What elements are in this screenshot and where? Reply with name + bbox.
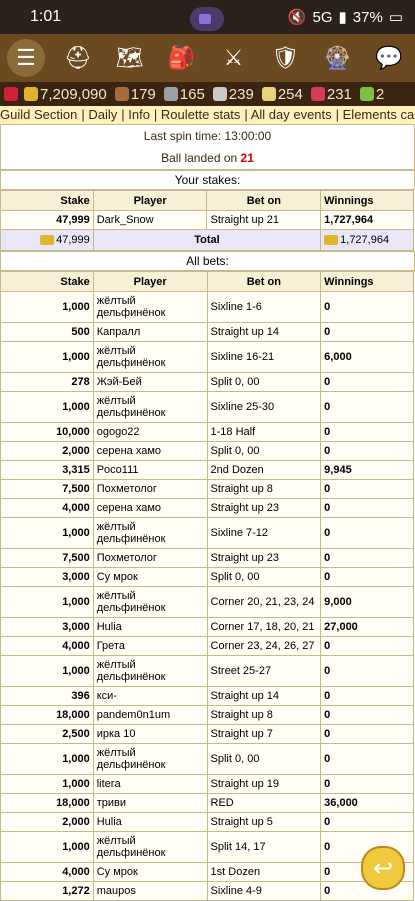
player-cell[interactable]: Poco111 (93, 461, 207, 480)
table-row (1, 618, 414, 637)
bet-cell: Sixline 25-30 (207, 392, 321, 423)
stake-cell: 278 (1, 373, 94, 392)
bet-cell: Straight up 7 (207, 725, 321, 744)
player-cell[interactable]: ogogo22 (93, 423, 207, 442)
winnings-cell: 0 (321, 480, 414, 499)
nav-roulette-stats[interactable]: Roulette stats (160, 107, 241, 122)
total-label: Total (93, 230, 320, 251)
col-stake: Stake (1, 272, 94, 292)
table-row (1, 392, 414, 423)
winnings-cell: 9,000 (321, 587, 414, 618)
stake-cell: 7,500 (1, 549, 94, 568)
table-row (1, 687, 414, 706)
player-cell[interactable]: серена хамо (93, 442, 207, 461)
player-cell[interactable]: litera (93, 775, 207, 794)
stake-cell: 3,000 (1, 618, 94, 637)
stake-cell: 1,000 (1, 292, 94, 323)
heart-icon (4, 87, 18, 101)
bet-cell: Straight up 14 (207, 687, 321, 706)
table-row (1, 480, 414, 499)
stake-cell: 396 (1, 687, 94, 706)
bet-cell: Straight up 5 (207, 813, 321, 832)
nav-links: Guild Section | Daily | Info | Roulette stats | All day events | Elements ca (0, 107, 415, 122)
gold-icon (24, 87, 38, 101)
roulette-icon[interactable]: 🎡 (323, 45, 351, 70)
winnings-cell: 0 (321, 706, 414, 725)
total-stake-value: 47,999 (56, 234, 90, 246)
nav-elements[interactable]: Elements ca (342, 107, 415, 122)
table-row (1, 499, 414, 518)
shield-icon[interactable]: 🛡 (271, 45, 300, 70)
stake-cell: 4,000 (1, 863, 94, 882)
col-player: Player (93, 272, 207, 292)
player-cell[interactable]: Су мрок (93, 863, 207, 882)
col-stake: Stake (1, 191, 94, 211)
table-row (1, 794, 414, 813)
bet-cell: Straight up 8 (207, 706, 321, 725)
bet-cell: 1-18 Half (207, 423, 321, 442)
stake-cell: 1,000 (1, 587, 94, 618)
stake-cell: 47,999 (1, 211, 94, 230)
winnings-cell: 0 (321, 549, 414, 568)
table-row (1, 373, 414, 392)
table-row (1, 461, 414, 480)
winnings-cell: 0 (321, 637, 414, 656)
bet-cell: Sixline 16-21 (207, 342, 321, 373)
col-winnings: Winnings (321, 191, 414, 211)
table-row (1, 442, 414, 461)
bet-cell: Sixline 7-12 (207, 518, 321, 549)
winnings-cell: 0 (321, 442, 414, 461)
resource-gold: 7,209,090 (40, 85, 107, 103)
bet-cell: Straight up 21 (207, 211, 321, 230)
player-cell[interactable]: Су мрок (93, 568, 207, 587)
winnings-cell: 0 (321, 373, 414, 392)
player-cell[interactable]: жёлтый дельфинёнок (93, 292, 207, 323)
player-cell[interactable]: жёлтый дельфинёнок (93, 587, 207, 618)
stake-cell: 2,000 (1, 813, 94, 832)
signal-icon: ▮ (338, 9, 347, 26)
resource-iron: 239 (228, 85, 254, 103)
stake-cell: 1,000 (1, 342, 94, 373)
winnings-cell: 0 (321, 832, 414, 863)
mute-icon: 🔇 (287, 9, 307, 26)
camera-icon (190, 7, 224, 31)
player-cell[interactable]: жёлтый дельфинёнок (93, 518, 207, 549)
stake-cell: 2,000 (1, 442, 94, 461)
nav-all-day-events[interactable]: All day events (250, 107, 332, 122)
stake-cell: 4,000 (1, 499, 94, 518)
winnings-cell: 0 (321, 392, 414, 423)
stake-cell: 7,500 (1, 480, 94, 499)
stake-cell: 10,000 (1, 423, 94, 442)
table-row (1, 549, 414, 568)
bet-cell: Straight up 23 (207, 549, 321, 568)
player-cell[interactable]: Hulia (93, 618, 207, 637)
resource-crystal: 231 (326, 85, 352, 103)
player-cell[interactable]: Dark_Snow (93, 211, 207, 230)
winnings-cell: 0 (321, 744, 414, 775)
total-stake (1, 230, 94, 251)
bet-cell: Split 0, 00 (207, 568, 321, 587)
resource-wood: 179 (130, 85, 156, 103)
player-cell[interactable]: Похметолог (93, 549, 207, 568)
winnings-cell: 0 (321, 518, 414, 549)
winnings-cell: 0 (321, 882, 414, 901)
total-row (1, 230, 414, 251)
bet-cell: Corner 17, 18, 20, 21 (207, 618, 321, 637)
battery-icon: ▭ (388, 9, 403, 26)
bet-cell: Corner 23, 24, 26, 27 (207, 637, 321, 656)
winnings-cell: 0 (321, 568, 414, 587)
stake-cell: 1,272 (1, 882, 94, 901)
table-row (1, 323, 414, 342)
table-row (1, 518, 414, 549)
table-row (1, 292, 414, 323)
winnings-cell: 0 (321, 323, 414, 342)
table-row (1, 813, 414, 832)
stake-cell: 3,000 (1, 568, 94, 587)
iron-icon (213, 87, 227, 101)
bet-cell: 2nd Dozen (207, 461, 321, 480)
sand-icon (262, 87, 276, 101)
player-cell[interactable]: кси- (93, 687, 207, 706)
bet-cell: Sixline 4-9 (207, 882, 321, 901)
chat-icon[interactable]: 💬 (375, 45, 403, 70)
your-stakes-table (0, 190, 414, 251)
resource-gems: 2 (375, 85, 385, 103)
bet-cell: Straight up 19 (207, 775, 321, 794)
bet-cell: Corner 20, 21, 23, 24 (207, 587, 321, 618)
table-row (1, 832, 414, 863)
stake-cell: 500 (1, 323, 94, 342)
player-cell[interactable]: Похметолог (93, 480, 207, 499)
stake-cell: 1,000 (1, 518, 94, 549)
table-row (1, 863, 414, 882)
network-label: 5G (312, 8, 333, 26)
player-cell[interactable]: жёлтый дельфинёнок (93, 392, 207, 423)
swords-icon[interactable]: ⚔ (223, 45, 244, 70)
bet-cell: Split 0, 00 (207, 442, 321, 461)
status-right (288, 8, 403, 26)
player-cell[interactable]: жёлтый дельфинёнок (93, 342, 207, 373)
winnings-cell: 0 (321, 499, 414, 518)
crystal-icon (311, 87, 325, 101)
nav-info[interactable]: Info (128, 107, 150, 122)
stake-cell: 1,000 (1, 832, 94, 863)
resource-sand: 254 (277, 85, 303, 103)
stone-icon (164, 87, 178, 101)
last-spin-time: Last spin time: 13:00:00 (143, 129, 272, 143)
gold-icon (40, 235, 54, 245)
bet-cell: RED (207, 794, 321, 813)
winnings-cell: 0 (321, 863, 414, 882)
player-cell[interactable]: Капралл (93, 323, 207, 342)
total-winnings-value: 1,727,964 (340, 234, 390, 246)
bet-cell: Straight up 23 (207, 499, 321, 518)
stake-cell: 1,000 (1, 656, 94, 687)
winnings-cell: 0 (321, 725, 414, 744)
winnings-cell: 0 (321, 687, 414, 706)
stake-cell: 1,000 (1, 744, 94, 775)
winnings-cell: 0 (321, 775, 414, 794)
table-row (1, 637, 414, 656)
winnings-cell: 6,000 (321, 342, 414, 373)
ball-landed (1, 151, 414, 165)
ball-landed-label: Ball landed on (161, 151, 241, 165)
all-bets-title: All bets: (0, 251, 415, 271)
status-bar (0, 0, 415, 34)
your-stakes-title: Your stakes: (0, 170, 415, 190)
table-row (1, 342, 414, 373)
table-row (1, 656, 414, 687)
helmet-icon[interactable]: ⛑ (63, 45, 92, 70)
gold-icon (324, 235, 338, 245)
player-cell[interactable]: жёлтый дельфинёнок (93, 832, 207, 863)
player-cell[interactable]: жёлтый дельфинёнок (93, 656, 207, 687)
bet-cell: Sixline 1-6 (207, 292, 321, 323)
winnings-cell: 0 (321, 813, 414, 832)
winnings-cell: 0 (321, 292, 414, 323)
player-cell[interactable]: Hulia (93, 813, 207, 832)
player-cell[interactable]: серена хамо (93, 499, 207, 518)
table-row (1, 744, 414, 775)
table-row (1, 725, 414, 744)
bet-cell: 1st Dozen (207, 863, 321, 882)
winnings-cell: 1,727,964 (321, 211, 414, 230)
ball-number: 21 (240, 151, 254, 165)
all-bets-table (0, 271, 414, 901)
col-player: Player (93, 191, 207, 211)
player-cell[interactable]: Жэй-Бей (93, 373, 207, 392)
stake-cell: 4,000 (1, 637, 94, 656)
winnings-cell: 36,000 (321, 794, 414, 813)
table-row (1, 882, 414, 901)
stake-cell: 2,500 (1, 725, 94, 744)
bet-cell: Straight up 14 (207, 323, 321, 342)
bet-cell: Split 0, 00 (207, 373, 321, 392)
winnings-cell: 27,000 (321, 618, 414, 637)
map-icon[interactable]: 🗺 (115, 45, 144, 70)
spin-info (0, 124, 415, 170)
nav-daily[interactable]: Daily (88, 107, 118, 122)
bet-cell: Split 0, 00 (207, 744, 321, 775)
stake-cell: 1,000 (1, 392, 94, 423)
battery-label: 37% (352, 8, 383, 26)
player-cell[interactable]: pandem0n1um (93, 706, 207, 725)
player-cell[interactable]: жёлтый дельфинёнок (93, 744, 207, 775)
stake-cell: 1,000 (1, 775, 94, 794)
menu-icon[interactable]: ☰ (7, 39, 45, 77)
table-row (1, 211, 414, 230)
player-cell[interactable]: триви (93, 794, 207, 813)
player-cell[interactable]: maupos (93, 882, 207, 901)
winnings-cell: 0 (321, 423, 414, 442)
roulette-content (0, 124, 415, 901)
table-row (1, 568, 414, 587)
bet-cell: Straight up 8 (207, 480, 321, 499)
col-winnings: Winnings (321, 272, 414, 292)
player-cell[interactable]: ирка 10 (93, 725, 207, 744)
resource-bar (0, 82, 415, 106)
back-button[interactable]: ↩ (361, 846, 405, 890)
stake-cell: 3,315 (1, 461, 94, 480)
stake-cell: 18,000 (1, 706, 94, 725)
wood-icon (115, 87, 129, 101)
bag-icon[interactable]: 🎒 (167, 45, 196, 70)
nav-guild-section[interactable]: Guild Section (0, 107, 78, 122)
table-row (1, 587, 414, 618)
gems-icon (360, 87, 374, 101)
winnings-cell: 0 (321, 656, 414, 687)
resource-stone: 165 (179, 85, 205, 103)
bet-cell: Street 25-27 (207, 656, 321, 687)
player-cell[interactable]: Грета (93, 637, 207, 656)
winnings-cell: 9,945 (321, 461, 414, 480)
table-row (1, 423, 414, 442)
bet-cell: Split 14, 17 (207, 832, 321, 863)
col-bet-on: Bet on (207, 272, 321, 292)
col-bet-on: Bet on (207, 191, 321, 211)
game-icon-bar (0, 34, 415, 82)
stake-cell: 18,000 (1, 794, 94, 813)
table-row (1, 775, 414, 794)
table-row (1, 706, 414, 725)
total-winnings (321, 230, 414, 251)
status-time: 1:01 (30, 8, 62, 25)
